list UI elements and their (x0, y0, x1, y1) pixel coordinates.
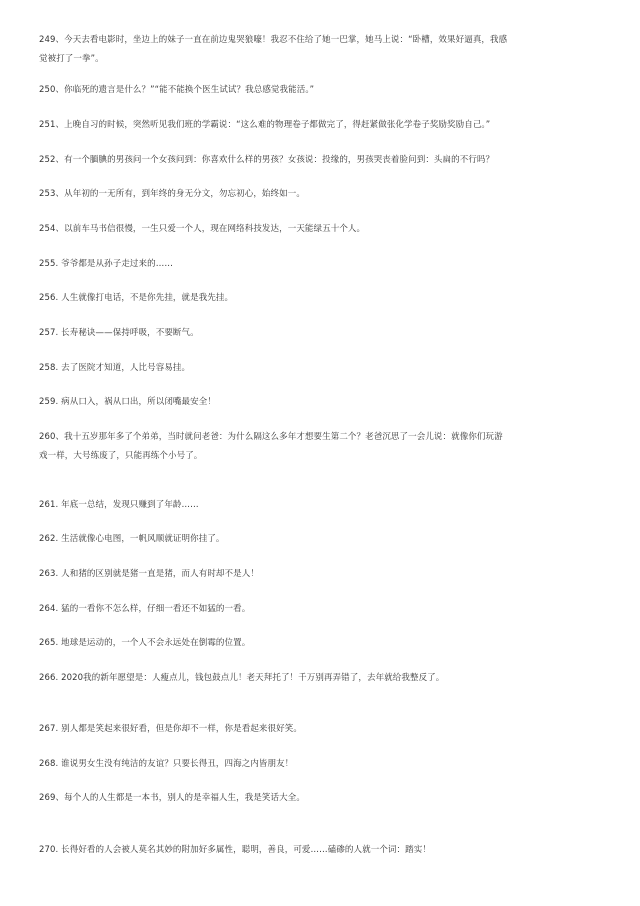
joke-268: 268. 谁说男女生没有纯洁的友谊？只要长得丑，四海之内皆朋友！ (39, 759, 294, 769)
joke-265: 265. 地球是运动的，一个人不会永远处在倒霉的位置。 (39, 638, 251, 648)
joke-264: 264. 猛的一看你不怎么样，仔细一看还不如猛的一看。 (39, 604, 251, 614)
joke-261: 261. 年底一总结，发现只赚到了年龄…… (39, 500, 199, 510)
joke-259: 259. 病从口入，祸从口出，所以闭嘴最安全！ (39, 397, 216, 407)
joke-250: 250、你临死的遗言是什么？”“能不能换个医生试试？我总感觉我能活。” (39, 85, 315, 95)
joke-252: 252、有一个腼腆的男孩问一个女孩问到：你喜欢什么样的男孩？女孩说：投缘的，男孩哭丧着脸问到：头扁的不行吗？ (39, 155, 495, 165)
joke-263: 263. 人和猪的区别就是猪一直是猪，而人有时却不是人！ (39, 569, 259, 579)
joke-258: 258. 去了医院才知道，人比号容易挂。 (39, 363, 191, 373)
joke-267: 267. 别人都是笑起来很好看，但是你却不一样，你是看起来很好笑。 (39, 724, 302, 734)
joke-266: 266. 2020我的新年愿望是：人瘦点儿，钱包鼓点儿！老天拜托了！千万别再弄错了，去年就给我整反了。 (39, 673, 445, 683)
joke-269: 269、每个人的人生都是一本书，别人的是幸福人生，我是笑话大全。 (39, 793, 305, 803)
joke-254: 254、以前车马书信很慢，一生只爱一个人，现在网络科技发达，一天能绿五十个人。 (39, 224, 366, 234)
joke-262: 262. 生活就像心电图，一帆风顺就证明你挂了。 (39, 534, 225, 544)
joke-249: 249、今天去看电影时，坐边上的妹子一直在前边鬼哭狼嚎！我忍不住给了她一巴掌，她马上说：“卧槽，效果好逼真，我感觉被打了一拳”。 (39, 35, 508, 64)
joke-260: 260、我十五岁那年多了个弟弟，当时就问老爸：为什么隔这么多年才想要生第二个？老爸沉思了一会儿说：就像你们玩游戏一样，大号练废了，只能再练个小号了。 (39, 432, 503, 461)
joke-253: 253、从年初的一无所有，到年终的身无分文，勿忘初心，始终如一。 (39, 189, 305, 199)
joke-270: 270. 长得好看的人会被人莫名其妙的附加好多属性，聪明，善良，可爱……磕碜的人就一个词：踏实！ (39, 845, 431, 855)
joke-257: 257. 长寿秘诀——保持呼吸，不要断气。 (39, 328, 199, 338)
joke-251: 251、上晚自习的时候，突然听见我们班的学霸说：“这么难的物理卷子都做完了，得赶紧做张化学卷子奖励奖励自己。” (39, 120, 491, 130)
joke-256: 256. 人生就像打电话，不是你先挂，就是我先挂。 (39, 293, 234, 303)
joke-255: 255. 爷爷都是从孙子走过来的…… (39, 259, 173, 269)
